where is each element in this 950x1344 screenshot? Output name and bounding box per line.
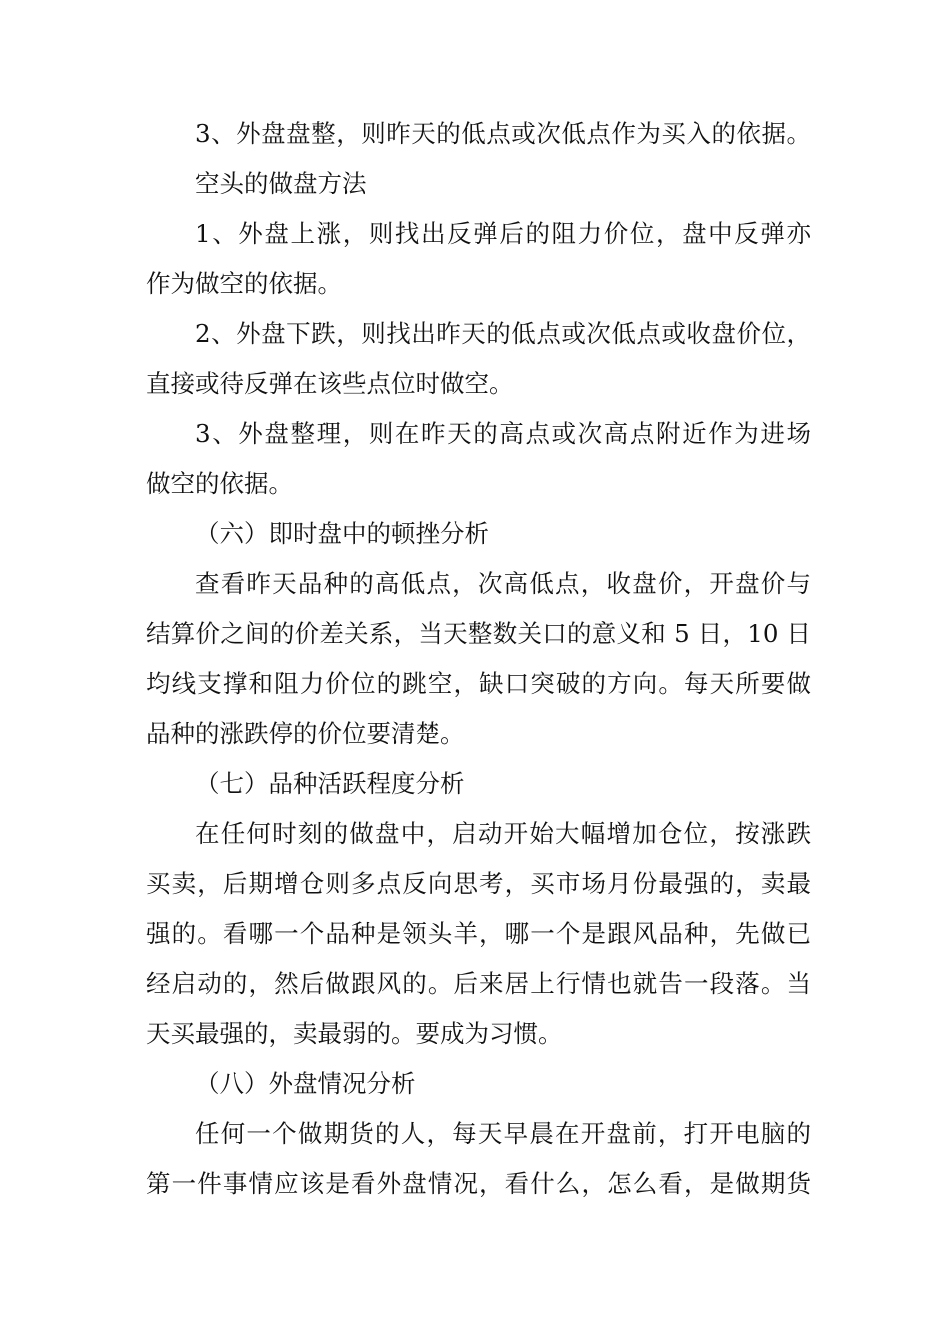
section-subheading: 空头的做盘方法	[195, 169, 367, 198]
paragraph-line: 3、外盘盘整，则昨天的低点或次低点作为买入的依据。	[195, 119, 811, 148]
paragraph-line: 第一件事情应该是看外盘情况，看什么，怎么看，是做期货	[146, 1169, 811, 1198]
paragraph-line: 2、外盘下跌，则找出昨天的低点或次低点或收盘价位，	[195, 319, 811, 348]
paragraph-line: 查看昨天品种的高低点，次高低点，收盘价，开盘价与	[195, 569, 811, 598]
paragraph-line: 直接或待反弹在该些点位时做空。	[146, 369, 514, 398]
paragraph-line: 3、外盘整理，则在昨天的高点或次高点附近作为进场	[195, 419, 811, 448]
section-heading: （六）即时盘中的顿挫分析	[195, 519, 489, 548]
paragraph-line: 结算价之间的价差关系，当天整数关口的意义和 5 日，10 日	[146, 619, 811, 648]
paragraph-line: 强的。看哪一个品种是领头羊，哪一个是跟风品种，先做已	[146, 919, 811, 948]
paragraph-line: 经启动的，然后做跟风的。后来居上行情也就告一段落。当	[146, 969, 811, 998]
paragraph-line: 1、外盘上涨，则找出反弹后的阻力价位，盘中反弹亦	[195, 219, 811, 248]
paragraph-line: 做空的依据。	[146, 469, 293, 498]
paragraph-line: 品种的涨跌停的价位要清楚。	[146, 719, 465, 748]
paragraph-line: 作为做空的依据。	[146, 269, 342, 298]
section-heading: （七）品种活跃程度分析	[195, 769, 465, 798]
paragraph-line: 买卖，后期增仓则多点反向思考，买市场月份最强的，卖最	[146, 869, 811, 898]
paragraph-line: 天买最强的，卖最弱的。要成为习惯。	[146, 1019, 563, 1048]
section-heading: （八）外盘情况分析	[195, 1069, 416, 1098]
paragraph-line: 在任何时刻的做盘中，启动开始大幅增加仓位，按涨跌	[195, 819, 811, 848]
paragraph-line: 任何一个做期货的人，每天早晨在开盘前，打开电脑的	[195, 1119, 811, 1148]
paragraph-line: 均线支撑和阻力价位的跳空，缺口突破的方向。每天所要做	[146, 669, 811, 698]
